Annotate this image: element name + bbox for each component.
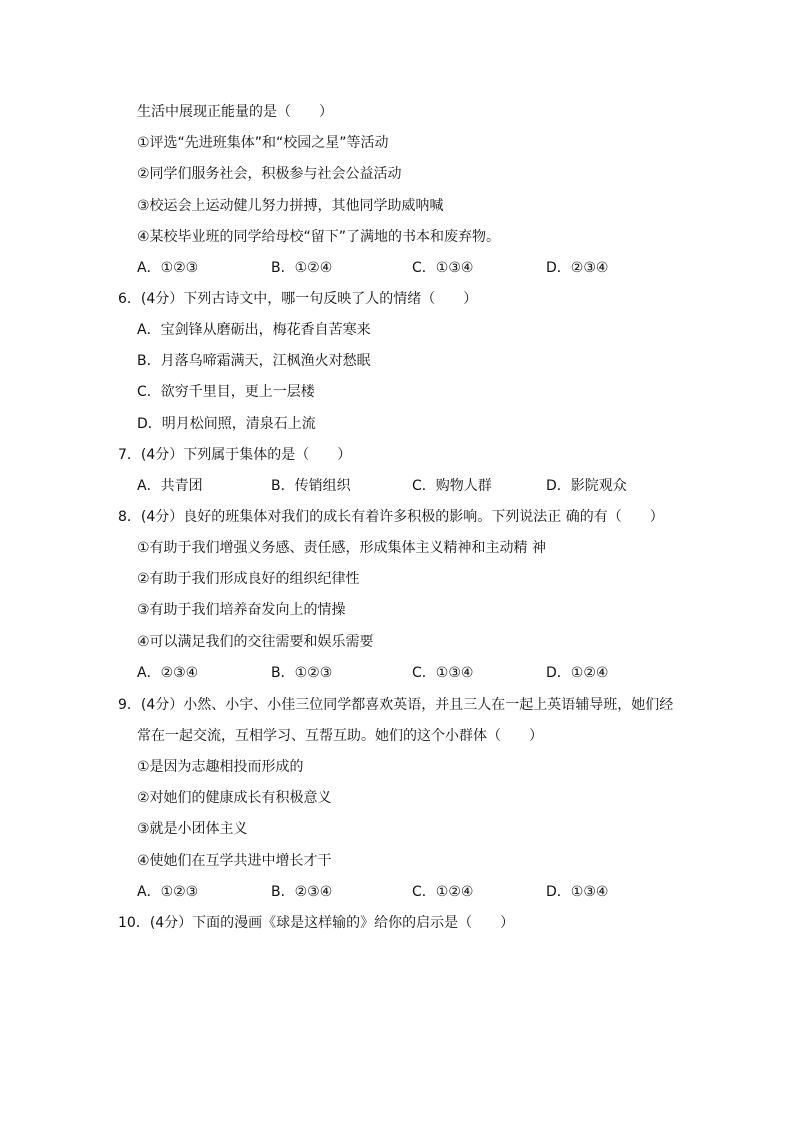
q6-option-a[interactable]: A．宝剑锋从磨砺出，梅花香自苦寒来	[137, 322, 371, 338]
q9-option-b[interactable]: B．②③④	[271, 884, 333, 900]
q9-stem-line-1: 9．(4分）小然、小宇、小佳三位同学都喜欢英语，并且三人在一起上英语辅导班，她们经	[118, 697, 674, 713]
q9-item-4: ④使她们在互学共进中增长才干	[137, 853, 332, 869]
q8-option-a[interactable]: A．②③④	[137, 665, 199, 681]
q9-item-1: ①是因为志趣相投而形成的	[137, 759, 304, 775]
q5-option-a[interactable]: A．①②③	[137, 260, 199, 276]
q9-stem-line-2: 常在一起交流，互相学习、互帮互助。她们的这个小群体（ ）	[137, 728, 543, 744]
q5-option-d[interactable]: D．②③④	[546, 260, 609, 276]
q8-item-3: ③有助于我们培养奋发向上的情操	[137, 602, 346, 618]
q8-item-1: ①有助于我们增强义务感、责任感，形成集体主义精神和主动精 神	[137, 540, 546, 556]
q5-item-3: ③校运会上运动健儿努力拼搏，其他同学助威呐喊	[137, 198, 444, 214]
q5-option-c[interactable]: C．①③④	[412, 260, 474, 276]
q5-item-2: ②同学们服务社会，积极参与社会公益活动	[137, 166, 402, 182]
q5-stem-tail: 生活中展现正能量的是（ ）	[137, 104, 333, 120]
q9-option-a[interactable]: A．①②③	[137, 884, 199, 900]
q5-item-1: ①评选“先进班集体”和“校园之星”等活动	[137, 135, 389, 151]
q7-stem: 7．(4分）下列属于集体的是（ ）	[118, 447, 352, 463]
q7-option-b[interactable]: B．传销组织	[271, 478, 351, 494]
q5-item-4: ④某校毕业班的同学给母校“留下”了满地的书本和废弃物。	[137, 229, 501, 245]
q6-stem: 6．(4分）下列古诗文中，哪一句反映了人的情绪（ ）	[118, 291, 478, 307]
q5-option-b[interactable]: B．①②④	[271, 260, 333, 276]
q9-item-3: ③就是小团体主义	[137, 821, 248, 837]
q6-option-b[interactable]: B．月落乌啼霜满天，江枫渔火对愁眠	[137, 353, 371, 369]
q7-option-d[interactable]: D．影院观众	[546, 478, 627, 494]
q7-option-c[interactable]: C．购物人群	[412, 478, 492, 494]
q9-option-c[interactable]: C．①②④	[412, 884, 474, 900]
q8-option-d[interactable]: D．①②④	[546, 665, 609, 681]
q10-stem: 10．(4分）下面的漫画《球是这样输的》给你的启示是（ ）	[118, 915, 515, 931]
q8-item-2: ②有助于我们形成良好的组织纪律性	[137, 571, 360, 587]
q6-option-c[interactable]: C．欲穷千里目，更上一层楼	[137, 384, 315, 400]
q8-stem: 8．(4分）良好的班集体对我们的成长有着许多积极的影响。下列说法正 确的有（ ）	[118, 509, 664, 525]
q9-item-2: ②对她们的健康成长有积极意义	[137, 790, 332, 806]
q9-option-d[interactable]: D．①③④	[546, 884, 609, 900]
q8-option-b[interactable]: B．①②③	[271, 665, 333, 681]
q8-item-4: ④可以满足我们的交往需要和娱乐需要	[137, 634, 374, 650]
q7-option-a[interactable]: A．共青团	[137, 478, 203, 494]
q8-option-c[interactable]: C．①③④	[412, 665, 474, 681]
q6-option-d[interactable]: D．明月松间照，清泉石上流	[137, 416, 316, 432]
